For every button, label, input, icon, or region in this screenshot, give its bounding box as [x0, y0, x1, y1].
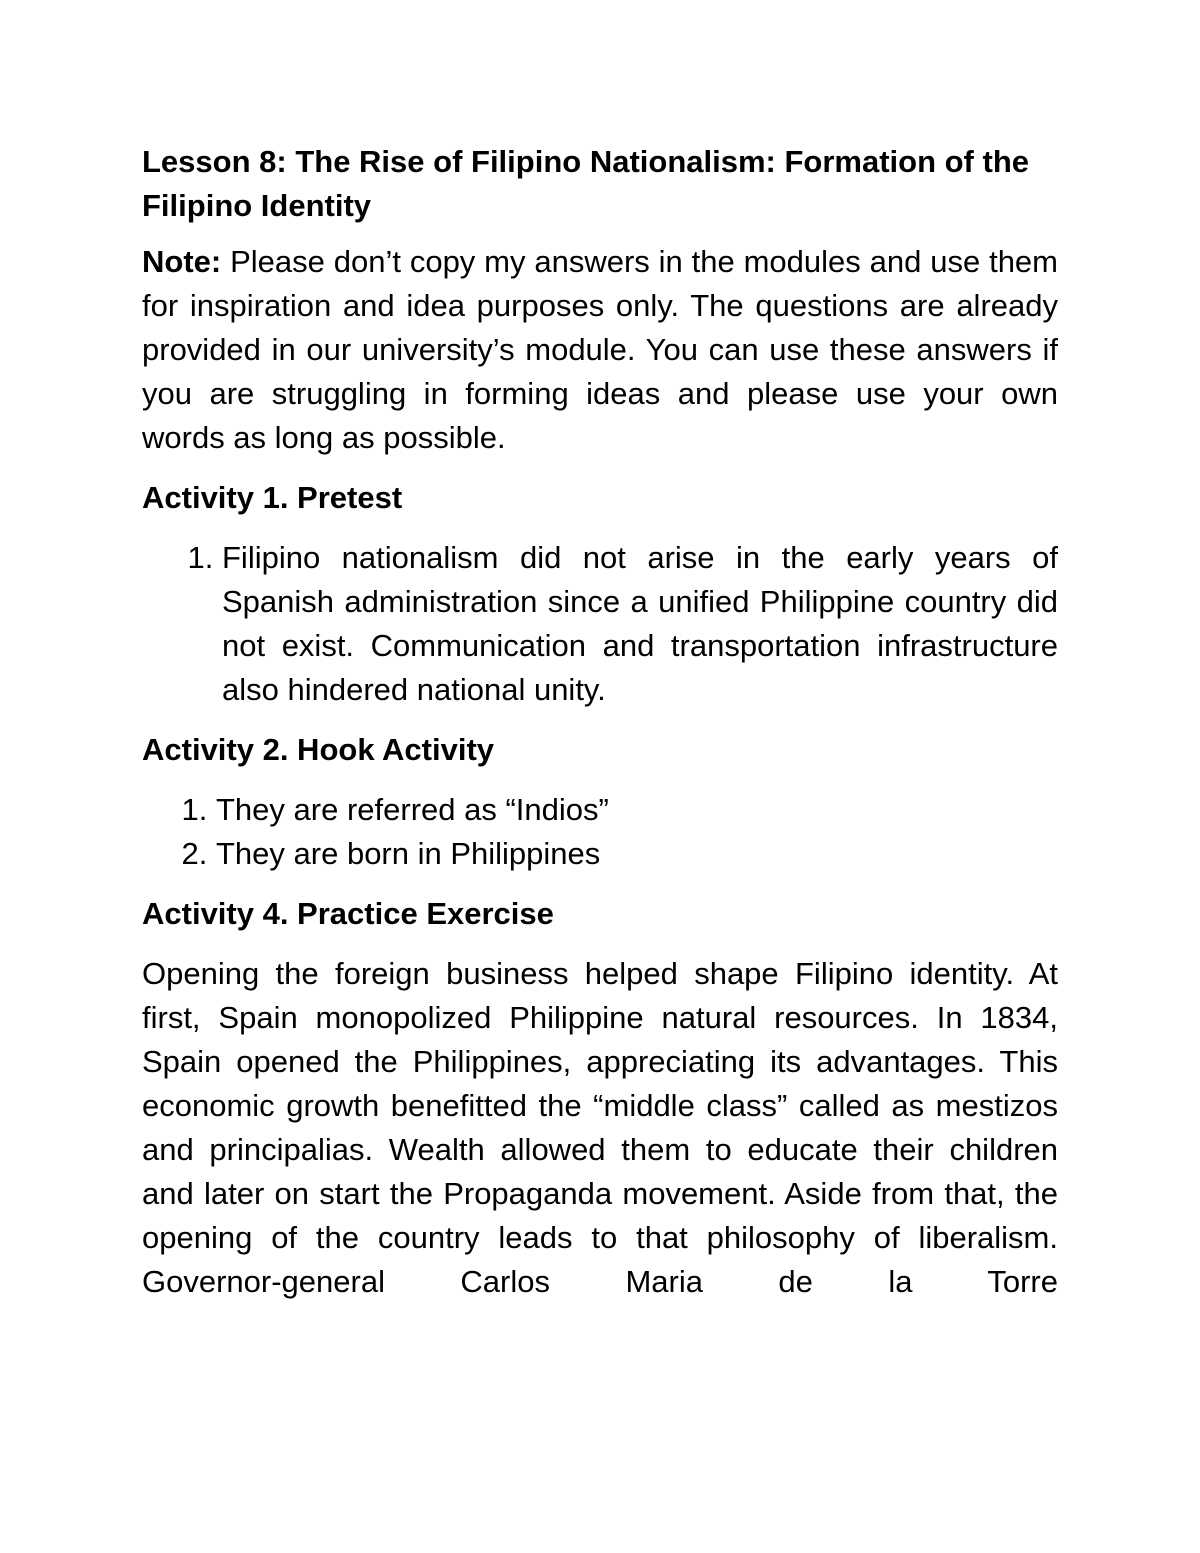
note-label: Note:: [142, 244, 222, 279]
list-item: 1. They are referred as “Indios”: [216, 788, 1058, 832]
list-item: 2. They are born in Philippines: [216, 832, 1058, 876]
list-item: 1. Filipino nationalism did not arise in the early years of Spanish administration since a unified Philippine country did not exist. Communication and transportation infrastructure also hindered national unity.: [222, 536, 1058, 712]
section-heading-hook-activity: Activity 2. Hook Activity: [142, 732, 495, 767]
pretest-answer-list: [142, 536, 1058, 712]
document-page: [142, 140, 1058, 1304]
practice-exercise-paragraph: Opening the foreign business helped shape Filipino identity. At first, Spain monopolized Philippine natural resources. In 1834, Spain opened the Philippines, appreciating its advantages. This economic growth benefitted the “middle class” called as mestizos and principalias. Wealth allowed them to educate their children and later on start the Propaganda movement. Aside from that, the opening of the country leads to that philosophy of liberalism. Governor-general Carlos Maria de la Torre: [142, 956, 1058, 1299]
section-heading-pretest: Activity 1. Pretest: [142, 480, 403, 515]
note-text: Please don’t copy my answers in the modules and use them for inspiration and idea purposes only. The questions are already provided in our university’s module. You can use these answers if you are struggling in forming ideas and please use your own words as long as possible.: [142, 244, 1058, 455]
section-heading-practice-exercise: Activity 4. Practice Exercise: [142, 896, 554, 931]
hook-activity-answer-list: [142, 788, 1058, 876]
lesson-title: Lesson 8: The Rise of Filipino Nationalism: Formation of the Filipino Identity: [142, 144, 1029, 223]
note-paragraph: [142, 240, 1058, 460]
